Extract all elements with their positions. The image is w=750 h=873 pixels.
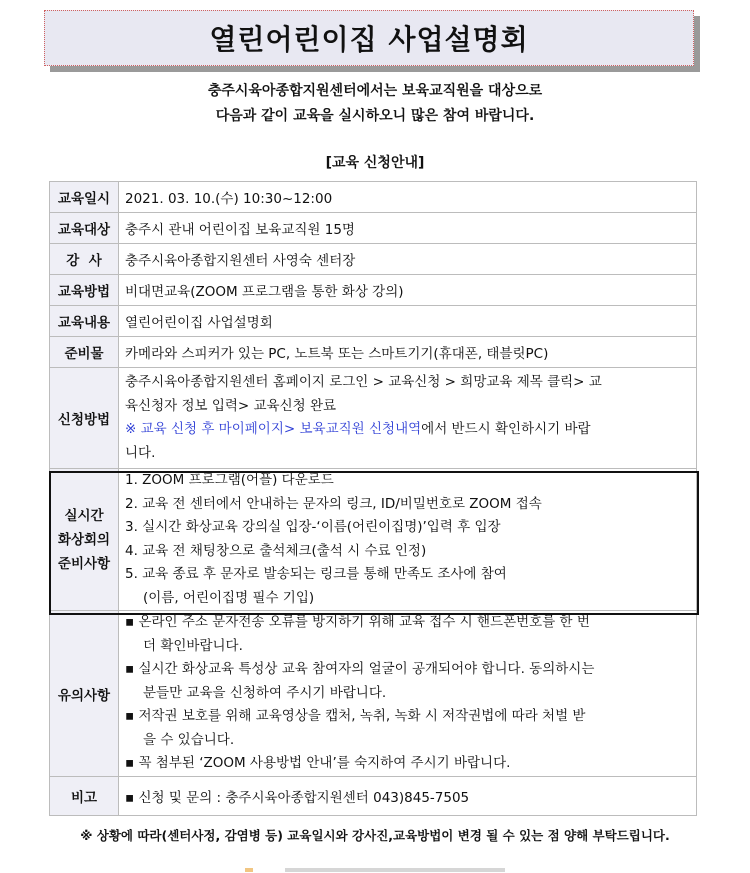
apply-notice-rest: 에서 반드시 확인하시기 바랍: [421, 421, 591, 437]
value-target: 충주시 관내 어린이집 보육교직원 15명: [119, 213, 697, 244]
row-prep: [50, 469, 697, 611]
prep-label-3: 준비사항: [57, 555, 111, 572]
note-2-cont: 분들만 교육을 신청하여 주시기 바랍니다.: [143, 684, 387, 701]
prep-item-4: 4. 교육 전 채팅창으로 출석체크(출석 시 수료 인정): [125, 542, 427, 559]
row-remark: [50, 777, 697, 816]
apply-line-3: [125, 418, 690, 442]
prep-label-1: 실시간: [64, 507, 104, 524]
label-prep: [50, 469, 119, 611]
title-box: [44, 10, 694, 66]
row-supplies: [50, 337, 697, 368]
prep-item-5-note: (이름, 어린이집명 필수 기입): [143, 589, 315, 606]
apply-line-2: 육신청자 정보 입력> 교육신청 완료: [125, 397, 337, 414]
prep-item-3: 3. 실시간 화상교육 강의실 입장-‘이름(어린이집명)’입력 후 입장: [125, 519, 501, 535]
label-method: 교육방법: [50, 275, 119, 306]
label-target: 교육대상: [50, 213, 119, 244]
note-1: ▪ 온라인 주소 문자전송 오류를 방지하기 위해 교육 접수 시 핸드폰번호를 한 번: [125, 611, 690, 635]
value-prep: [119, 469, 697, 611]
label-apply: 신청방법: [50, 368, 119, 469]
intro-line-1: 충주시육아종합지원센터에서는 보육교직원을 대상으로: [207, 83, 543, 99]
page-title: 열린어린이집 사업설명회: [209, 23, 529, 56]
note-3: ▪ 저작권 보호를 위해 교육영상을 캡처, 녹취, 녹화 시 저작권법에 따라 처벌 받: [125, 705, 690, 729]
apply-notice: ※ 교육 신청 후 마이페이지> 보육교직원 신청내역: [125, 421, 422, 437]
prep-item-2: 2. 교육 전 센터에서 안내하는 문자의 링크, ID/비밀번호로 ZOOM 접속: [125, 495, 542, 512]
row-date: [50, 182, 697, 213]
row-content: [50, 306, 697, 337]
apply-line-4: 니다.: [125, 444, 156, 461]
row-target: [50, 213, 697, 244]
prep-item-5: 5. 교육 종료 후 문자로 발송되는 링크를 통해 만족도 조사에 참여: [125, 566, 507, 582]
prep-item-1: 1. ZOOM 프로그램(어플) 다운로드: [125, 472, 334, 488]
row-notes: [50, 611, 697, 777]
label-notes: 유의사항: [50, 611, 119, 777]
value-apply: [119, 368, 697, 469]
label-content: 교육내용: [50, 306, 119, 337]
prep-label-2: 화상회의: [57, 531, 111, 548]
section-title: [교육 신청안내]: [325, 155, 425, 171]
label-lecturer: 강 사: [50, 244, 119, 275]
value-lecturer: 충주시육아종합지원센터 사영숙 센터장: [119, 244, 697, 275]
value-content: 열린어린이집 사업설명회: [119, 306, 697, 337]
value-supplies: 카메라와 스피커가 있는 PC, 노트북 또는 스마트기기(휴대폰, 태블릿PC): [119, 337, 697, 368]
row-lecturer: [50, 244, 697, 275]
cutoff-text-fragment: [0, 862, 750, 873]
label-remark: 비고: [50, 777, 119, 816]
value-remark: ▪ 신청 및 문의 : 충주시육아종합지원센터 043)845-7505: [119, 777, 697, 816]
info-table: [49, 181, 697, 816]
note-4: ▪ 꼭 첨부된 ‘ZOOM 사용방법 안내’를 숙지하여 주시기 바랍니다.: [125, 752, 690, 776]
note-2: ▪ 실시간 화상교육 특성상 교육 참여자의 얼굴이 공개되어야 합니다. 동의하시는: [125, 658, 690, 682]
value-date: 2021. 03. 10.(수) 10:30~12:00: [119, 182, 697, 213]
label-date: 교육일시: [50, 182, 119, 213]
label-supplies: 준비물: [50, 337, 119, 368]
row-method: [50, 275, 697, 306]
note-1-cont: 더 확인바랍니다.: [143, 637, 243, 654]
intro-line-2: 다음과 같이 교육을 실시하오니 많은 참여 바랍니다.: [215, 108, 535, 124]
note-3-cont: 을 수 있습니다.: [143, 731, 235, 748]
row-apply: [50, 368, 697, 469]
footer-notice: ※ 상황에 따라(센터사정, 감염병 등) 교육일시와 강사진,교육방법이 변경 될 수 있는 점 양해 부탁드립니다.: [80, 828, 670, 843]
value-method: 비대면교육(ZOOM 프로그램을 통한 화상 강의): [119, 275, 697, 306]
value-notes: [119, 611, 697, 777]
apply-line-1: 충주시육아종합지원센터 홈페이지 로그인 > 교육신청 > 희망교육 제목 클릭> 교: [125, 374, 602, 390]
